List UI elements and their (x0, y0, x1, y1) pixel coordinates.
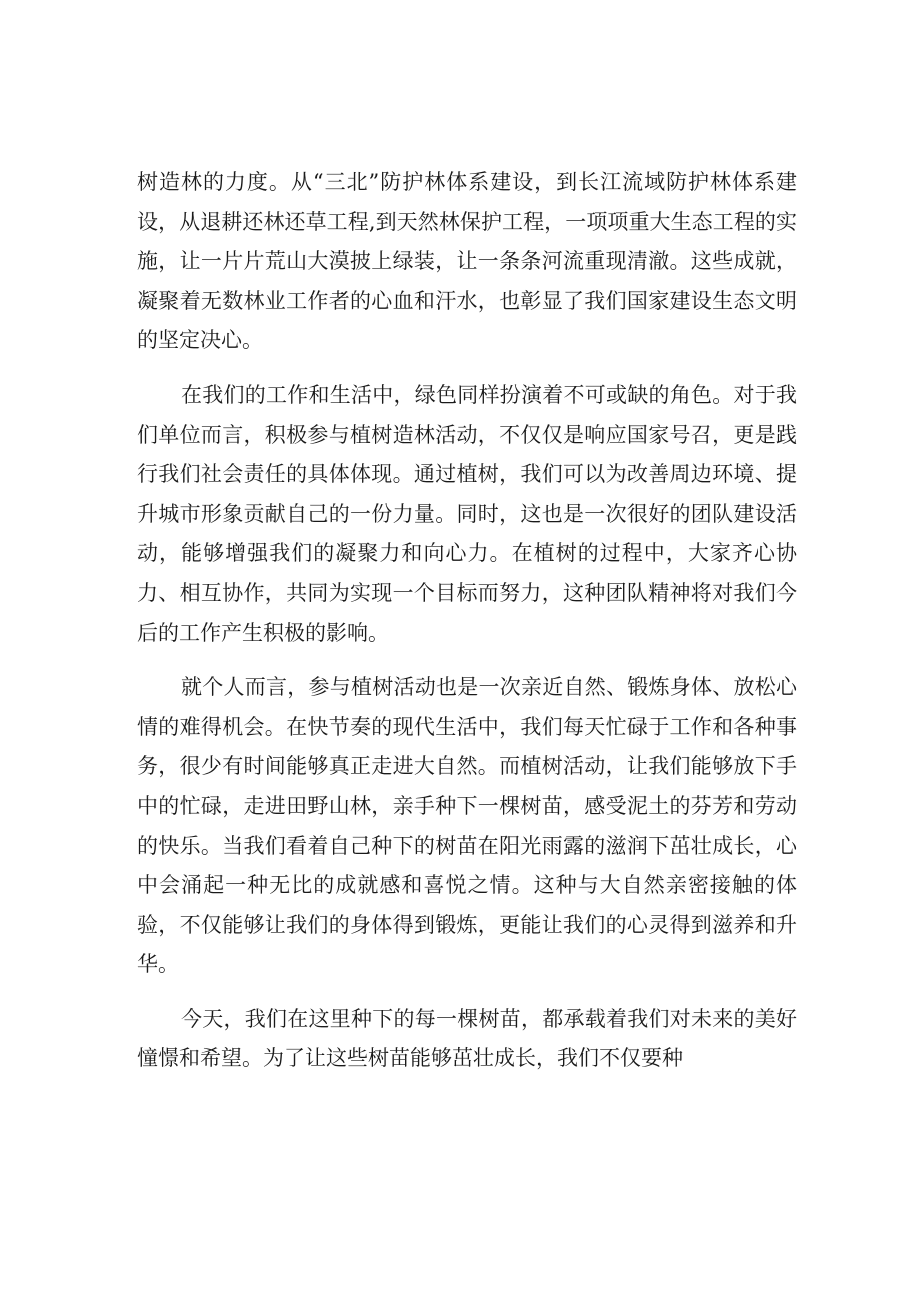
paragraph-work-and-life: 在我们的工作和生活中，绿色同样扮演着不可或缺的角色。对于我们单位而言，积极参与植树造林活动，不仅仅是响应国家号召，更是践行我们社会责任的具体体现。通过植树，我们可以为改善周边环境、提升城市形象贡献自己的一份力量。同时，这也是一次很好的团队建设活动，能够增强我们的凝聚力和向心力。在植树的过程中，大家齐心协力、相互协作，共同为实现一个目标而努力，这种团队精神将对我们今后的工作产生积极的影响。 (137, 382, 797, 645)
paragraph-continued: 树造林的力度。从“三北”防护林体系建设，到长江流域防护林体系建设，从退耕还林还草工程,到天然林保护工程，一项项重大生态工程的实施，让一片片荒山大漠披上绿装，让一条条河流重现清澈。这些成就，凝聚着无数林业工作者的心血和汗水，也彰显了我们国家建设生态文明的坚定决心。 (137, 170, 797, 353)
paragraph-personal: 就个人而言，参与植树活动也是一次亲近自然、锻炼身体、放松心情的难得机会。在快节奏的现代生活中，我们每天忙碌于工作和各种事务，很少有时间能够真正走进大自然。而植树活动，让我们能够放下手中的忙碌，走进田野山林，亲手种下一棵树苗，感受泥土的芬芳和劳动的快乐。当我们看着自己种下的树苗在阳光雨露的滋润下茁壮成长，心中会涌起一种无比的成就感和喜悦之情。这种与大自然亲密接触的体验，不仅能够让我们的身体得到锻炼，更能让我们的心灵得到滋养和升华。 (137, 675, 797, 977)
document-body (137, 163, 797, 1079)
paragraph-today: 今天，我们在这里种下的每一棵树苗，都承载着我们对未来的美好憧憬和希望。为了让这些树苗能够茁壮成长，我们不仅要种 (137, 1006, 797, 1071)
